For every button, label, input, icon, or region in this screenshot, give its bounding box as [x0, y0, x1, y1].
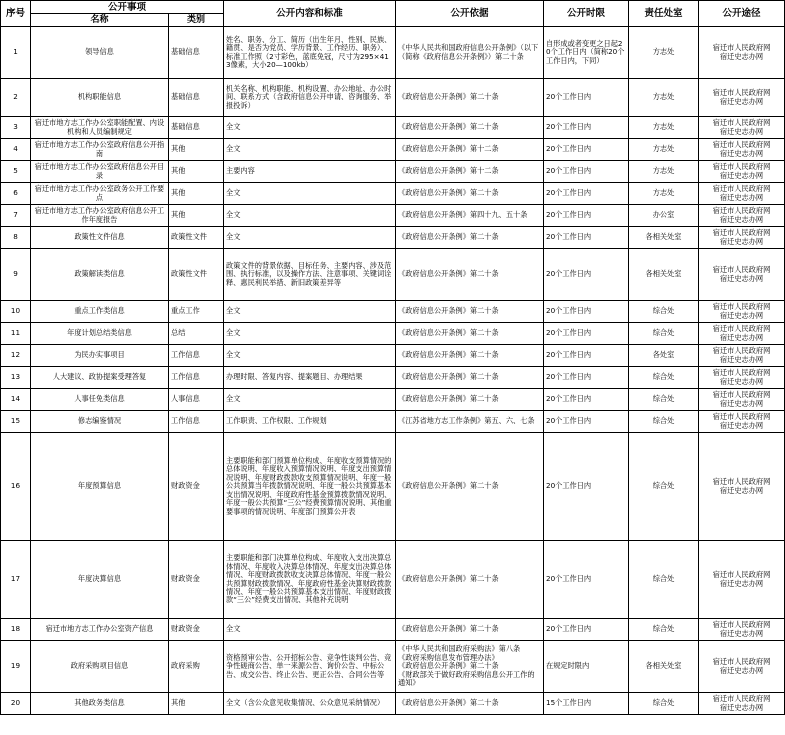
row-seq: 15 [1, 411, 31, 433]
row-time-limit: 20个工作日内 [544, 411, 629, 433]
row-office: 方志处 [629, 183, 699, 205]
row-name: 人事任免类信息 [31, 389, 169, 411]
row-time-limit: 20个工作日内 [544, 323, 629, 345]
row-name: 政策解读类信息 [31, 249, 169, 301]
row-time-limit: 20个工作日内 [544, 249, 629, 301]
row-office: 综合处 [629, 323, 699, 345]
row-content: 全文 [224, 117, 396, 139]
header-basis: 公开依据 [396, 1, 544, 27]
row-name: 为民办实事项目 [31, 345, 169, 367]
row-seq: 18 [1, 619, 31, 641]
row-category: 总结 [169, 323, 224, 345]
header-content: 公开内容和标准 [224, 1, 396, 27]
row-category: 工作信息 [169, 411, 224, 433]
table-row [1, 367, 785, 389]
row-category: 政策性文件 [169, 227, 224, 249]
row-name: 宿迁市地方志工作办公室政务公开工作要点 [31, 183, 169, 205]
row-channel: 宿迁市人民政府网 宿迁史志办网 [699, 161, 785, 183]
row-channel: 宿迁市人民政府网 宿迁史志办网 [699, 619, 785, 641]
row-time-limit: 20个工作日内 [544, 79, 629, 117]
row-name: 宿迁市地方志工作办公室政府信息公开指南 [31, 139, 169, 161]
table-row [1, 161, 785, 183]
row-seq: 4 [1, 139, 31, 161]
row-category: 基础信息 [169, 117, 224, 139]
row-office: 综合处 [629, 433, 699, 541]
table-row [1, 117, 785, 139]
row-basis: 《政府信息公开条例》第二十条 [396, 367, 544, 389]
header-office: 责任处室 [629, 1, 699, 27]
row-basis: 《政府信息公开条例》第二十条 [396, 249, 544, 301]
row-office: 方志处 [629, 27, 699, 79]
row-time-limit: 20个工作日内 [544, 433, 629, 541]
row-office: 方志处 [629, 117, 699, 139]
row-time-limit: 20个工作日内 [544, 389, 629, 411]
row-channel: 宿迁市人民政府网 宿迁史志办网 [699, 367, 785, 389]
header-time-limit: 公开时限 [544, 1, 629, 27]
table-row [1, 301, 785, 323]
row-category: 政策性文件 [169, 249, 224, 301]
header-name: 名称 [31, 14, 169, 27]
row-seq: 9 [1, 249, 31, 301]
row-basis: 《中华人民共和国政府采购法》第八条 《政府采购信息发布管理办法》 《政府信息公开条例》第二十条 《财政部关于做好政府采购信息公开工作的通知》 [396, 641, 544, 693]
row-category: 重点工作 [169, 301, 224, 323]
row-seq: 10 [1, 301, 31, 323]
row-name: 政府采购项目信息 [31, 641, 169, 693]
row-seq: 13 [1, 367, 31, 389]
row-name: 机构职能信息 [31, 79, 169, 117]
row-content: 主要职能和部门决算单位构成、年度收入支出决算总体情况、年度收入决算总体情况、年度支出决算总体情况、年度财政拨款收支决算总体情况、年度一般公共预算财政拨款情况、年度政府性基金决算财政拨款情况、年度一般公共预算基本支出情况、年度财政拨款“三公”经费支出情况、其他补充说明 [224, 541, 396, 619]
row-basis: 《政府信息公开条例》第二十条 [396, 389, 544, 411]
table-row [1, 227, 785, 249]
row-time-limit: 20个工作日内 [544, 301, 629, 323]
row-time-limit: 20个工作日内 [544, 139, 629, 161]
row-content: 全文 [224, 323, 396, 345]
table-row [1, 541, 785, 619]
row-content: 全文 [224, 301, 396, 323]
row-office: 各相关处室 [629, 227, 699, 249]
row-name: 政策性文件信息 [31, 227, 169, 249]
row-category: 人事信息 [169, 389, 224, 411]
row-category: 其他 [169, 205, 224, 227]
row-channel: 宿迁市人民政府网 宿迁史志办网 [699, 323, 785, 345]
row-category: 基础信息 [169, 79, 224, 117]
row-category: 财政资金 [169, 433, 224, 541]
table-row [1, 389, 785, 411]
row-basis: 《政府信息公开条例》第二十条 [396, 619, 544, 641]
row-basis: 《政府信息公开条例》第二十条 [396, 693, 544, 715]
row-content: 全文 [224, 183, 396, 205]
row-channel: 宿迁市人民政府网 宿迁史志办网 [699, 205, 785, 227]
row-office: 综合处 [629, 367, 699, 389]
row-time-limit: 20个工作日内 [544, 345, 629, 367]
row-name: 宿迁市地方志工作办公室资产信息 [31, 619, 169, 641]
row-content: 全文 [224, 389, 396, 411]
row-content: 全文 [224, 139, 396, 161]
row-seq: 19 [1, 641, 31, 693]
row-seq: 11 [1, 323, 31, 345]
row-seq: 3 [1, 117, 31, 139]
table-row [1, 139, 785, 161]
row-name: 宿迁市地方志工作办公室政府信息公开工作年度报告 [31, 205, 169, 227]
table-row [1, 79, 785, 117]
row-name: 年度计划总结类信息 [31, 323, 169, 345]
row-channel: 宿迁市人民政府网 宿迁史志办网 [699, 249, 785, 301]
row-seq: 6 [1, 183, 31, 205]
row-time-limit: 20个工作日内 [544, 205, 629, 227]
row-category: 其他 [169, 161, 224, 183]
row-time-limit: 20个工作日内 [544, 619, 629, 641]
row-name: 年度决算信息 [31, 541, 169, 619]
row-content: 主要内容 [224, 161, 396, 183]
row-channel: 宿迁市人民政府网 宿迁史志办网 [699, 433, 785, 541]
row-basis: 《政府信息公开条例》第十二条 [396, 139, 544, 161]
table-row [1, 345, 785, 367]
row-seq: 7 [1, 205, 31, 227]
row-channel: 宿迁市人民政府网 宿迁史志办网 [699, 411, 785, 433]
row-office: 综合处 [629, 411, 699, 433]
row-basis: 《政府信息公开条例》第二十条 [396, 301, 544, 323]
row-seq: 20 [1, 693, 31, 715]
row-time-limit: 20个工作日内 [544, 183, 629, 205]
row-channel: 宿迁市人民政府网 宿迁史志办网 [699, 693, 785, 715]
row-time-limit: 20个工作日内 [544, 117, 629, 139]
row-office: 各处室 [629, 345, 699, 367]
row-content: 工作职责、工作权限、工作规划 [224, 411, 396, 433]
row-basis: 《政府信息公开条例》第二十条 [396, 345, 544, 367]
row-time-limit: 20个工作日内 [544, 541, 629, 619]
table-row [1, 411, 785, 433]
row-basis: 《政府信息公开条例》第二十条 [396, 79, 544, 117]
row-time-limit: 20个工作日内 [544, 367, 629, 389]
row-basis: 《政府信息公开条例》第二十条 [396, 541, 544, 619]
row-basis: 《中华人民共和国政府信息公开条例》（以下（简称《政府信息公开条例》）第二十条 [396, 27, 544, 79]
row-office: 方志处 [629, 139, 699, 161]
row-name: 宿迁市地方志工作办公室职能配置、内设机构和人员编制规定 [31, 117, 169, 139]
row-seq: 2 [1, 79, 31, 117]
row-channel: 宿迁市人民政府网 宿迁史志办网 [699, 345, 785, 367]
row-category: 政府采购 [169, 641, 224, 693]
row-content: 主要职能和部门预算单位构成、年度收支预算情况的总体说明、年度收入预算情况说明、年度支出预算情况说明、年度财政拨款收支预算情况说明、年度一般公共预算当年拨款情况说明、年度一般公共预算基本支出情况说明、年度政府性基金预算拨款情况说明、年度一般公共预算“三公”经费预算情况说明、其他重要事项的情况说明、年度部门预算公开表 [224, 433, 396, 541]
row-channel: 宿迁市人民政府网 宿迁史志办网 [699, 117, 785, 139]
row-name: 修志编鉴情况 [31, 411, 169, 433]
row-office: 综合处 [629, 389, 699, 411]
row-content: 资格预审公告、公开招标公告、竞争性谈判公告、竞争性磋商公告、单一来源公告、询价公告、中标公告、成交公告、终止公告、更正公告、合同公告等 [224, 641, 396, 693]
row-seq: 12 [1, 345, 31, 367]
row-basis: 《政府信息公开条例》第四十九、五十条 [396, 205, 544, 227]
table-row [1, 183, 785, 205]
row-content: 全文 [224, 345, 396, 367]
row-basis: 《江苏省地方志工作条例》第五、六、七条 [396, 411, 544, 433]
row-office: 方志处 [629, 79, 699, 117]
row-seq: 16 [1, 433, 31, 541]
row-time-limit: 20个工作日内 [544, 161, 629, 183]
row-category: 财政资金 [169, 541, 224, 619]
table-row [1, 433, 785, 541]
row-name: 人大建议、政协提案受理答复 [31, 367, 169, 389]
header-seq: 序号 [1, 1, 31, 27]
row-name: 其他政务类信息 [31, 693, 169, 715]
row-office: 综合处 [629, 693, 699, 715]
row-channel: 宿迁市人民政府网 宿迁史志办网 [699, 139, 785, 161]
row-content: 姓名、职务、分工、简历（出生年月、性别、民族、籍贯、是否为党员、学历背景、工作经历、职务）、标准工作照（2寸彩色，蓝底免冠，尺寸为295×413像素，大小20—100kb） [224, 27, 396, 79]
row-content: 机关名称、机构职能、机构设置、办公地址、办公时间、联系方式（含政府信息公开申请、咨询服务、举报投诉） [224, 79, 396, 117]
table-row [1, 205, 785, 227]
row-category: 基础信息 [169, 27, 224, 79]
row-office: 综合处 [629, 301, 699, 323]
header-channel: 公开途径 [699, 1, 785, 27]
row-basis: 《政府信息公开条例》第十二条 [396, 161, 544, 183]
row-category: 其他 [169, 139, 224, 161]
row-channel: 宿迁市人民政府网 宿迁史志办网 [699, 27, 785, 79]
table-row [1, 641, 785, 693]
row-office: 各相关处室 [629, 641, 699, 693]
row-channel: 宿迁市人民政府网 宿迁史志办网 [699, 301, 785, 323]
row-office: 综合处 [629, 619, 699, 641]
row-category: 工作信息 [169, 345, 224, 367]
row-category: 其他 [169, 183, 224, 205]
row-channel: 宿迁市人民政府网 宿迁史志办网 [699, 641, 785, 693]
row-category: 工作信息 [169, 367, 224, 389]
row-time-limit: 15个工作日内 [544, 693, 629, 715]
header-items-group: 公开事项 [31, 1, 224, 14]
row-seq: 14 [1, 389, 31, 411]
table-row [1, 693, 785, 715]
row-time-limit: 自形成或者变更之日起20个工作日内（简称20个工作日内，下同） [544, 27, 629, 79]
header-category: 类别 [169, 14, 224, 27]
row-seq: 8 [1, 227, 31, 249]
row-basis: 《政府信息公开条例》第二十条 [396, 323, 544, 345]
row-seq: 5 [1, 161, 31, 183]
row-seq: 1 [1, 27, 31, 79]
row-channel: 宿迁市人民政府网 宿迁史志办网 [699, 183, 785, 205]
row-name: 宿迁市地方志工作办公室政府信息公开目录 [31, 161, 169, 183]
row-name: 年度预算信息 [31, 433, 169, 541]
row-basis: 《政府信息公开条例》第二十条 [396, 117, 544, 139]
row-content: 全文 [224, 227, 396, 249]
table-row [1, 323, 785, 345]
row-channel: 宿迁市人民政府网 宿迁史志办网 [699, 79, 785, 117]
row-name: 领导信息 [31, 27, 169, 79]
row-seq: 17 [1, 541, 31, 619]
row-basis: 《政府信息公开条例》第二十条 [396, 433, 544, 541]
row-channel: 宿迁市人民政府网 宿迁史志办网 [699, 227, 785, 249]
table-row [1, 27, 785, 79]
row-office: 方志处 [629, 161, 699, 183]
row-office: 办公室 [629, 205, 699, 227]
table-row [1, 619, 785, 641]
row-content: 全文（含公众意见收集情况、公众意见采纳情况） [224, 693, 396, 715]
row-time-limit: 在规定时限内 [544, 641, 629, 693]
table-row [1, 249, 785, 301]
row-basis: 《政府信息公开条例》第二十条 [396, 227, 544, 249]
row-content: 政策文件的背景依据、目标任务、主要内容、涉及范围、执行标准，以及操作方法、注意事项、关键词诠释、惠民利民举措、新旧政策差异等 [224, 249, 396, 301]
row-channel: 宿迁市人民政府网 宿迁史志办网 [699, 541, 785, 619]
row-content: 全文 [224, 205, 396, 227]
row-time-limit: 20个工作日内 [544, 227, 629, 249]
row-name: 重点工作类信息 [31, 301, 169, 323]
row-content: 办理时限、答复内容、提案题目、办理结果 [224, 367, 396, 389]
row-category: 其他 [169, 693, 224, 715]
row-channel: 宿迁市人民政府网 宿迁史志办网 [699, 389, 785, 411]
row-content: 全文 [224, 619, 396, 641]
row-category: 财政资金 [169, 619, 224, 641]
row-basis: 《政府信息公开条例》第二十条 [396, 183, 544, 205]
row-office: 综合处 [629, 541, 699, 619]
row-office: 各相关处室 [629, 249, 699, 301]
